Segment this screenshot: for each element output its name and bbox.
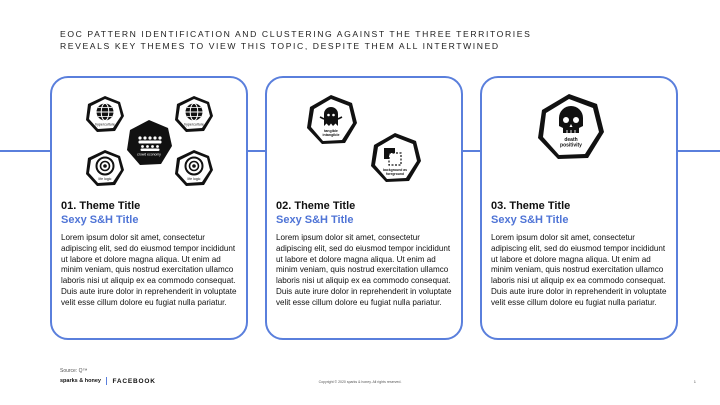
- badge-label: hyperculture: [95, 122, 115, 127]
- badge-death-positivity: [538, 94, 604, 159]
- badge-hyperculture-1: [86, 96, 124, 132]
- badge-tangible-intangible: [307, 95, 357, 144]
- theme-2-badge-cluster: [267, 88, 461, 200]
- badge-label: life logic: [187, 177, 201, 181]
- theme-1-badge-cluster: [52, 88, 246, 200]
- badge-label-line: positivity: [560, 142, 582, 149]
- theme-3-badge-cluster: [482, 88, 676, 200]
- badge-crowd-economy: [127, 120, 172, 165]
- card-subtitle: Sexy S&H Title: [491, 214, 569, 226]
- badge-label: hyperculture: [184, 122, 204, 127]
- badge-background-as-foreground: [371, 133, 421, 182]
- badge-label-line: foreground: [385, 172, 405, 176]
- card-title: 02. Theme Title: [276, 200, 356, 212]
- card-title: 03. Theme Title: [491, 200, 571, 212]
- connector-line-2-3: [462, 150, 482, 152]
- headline-line-1: EOC PATTERN IDENTIFICATION AND CLUSTERING AGAINST THE THREE TERRITORIES: [60, 29, 532, 39]
- badge-label: [323, 129, 340, 137]
- headline-line-2: REVEALS KEY THEMES TO VIEW THIS TOPIC, DESPITE THEM ALL INTERTWINED: [60, 41, 500, 51]
- badge-label: life logic: [98, 177, 112, 181]
- badge-life-logic-2: [175, 150, 213, 186]
- card-subtitle: Sexy S&H Title: [61, 214, 139, 226]
- theme-card-3: [480, 76, 678, 340]
- brand-logo: sparks & honey: [60, 378, 101, 384]
- connector-line-left: [0, 150, 52, 152]
- theme-card-1: [50, 76, 248, 340]
- partner-logo: FACEBOOK: [112, 377, 156, 385]
- card-subtitle: Sexy S&H Title: [276, 214, 354, 226]
- card-title: 01. Theme Title: [61, 200, 141, 212]
- globe-icon: [97, 104, 114, 121]
- badge-label-line: background as: [382, 168, 408, 172]
- badge-life-logic-1: [86, 150, 124, 186]
- page-headline: [60, 28, 620, 52]
- badge-label-line: death: [564, 137, 578, 143]
- card-body-text: Lorem ipsum dolor sit amet, consectetur adipiscing elit, sed do eiusmod tempor incididunt ut labore et dolore magna aliqua. Ut enim ad minim veniam, quis nostrud exercitation ullamco laboris nisi ut aliquip ex ea commodo consequat. Duis aute irure dolor in reprehenderit in voluptate velit esse cillum dolore eu fugiat nulla pariatur.: [276, 233, 452, 307]
- badge-label: [383, 168, 407, 176]
- badge-label-line: intangible: [322, 133, 340, 137]
- source-note: Source: Q™: [60, 368, 88, 374]
- connector-line-1-2: [246, 150, 266, 152]
- page-number: 1: [693, 379, 696, 384]
- card-body-text: Lorem ipsum dolor sit amet, consectetur adipiscing elit, sed do eiusmod tempor incididunt ut labore et dolore magna aliqua. Ut enim ad minim veniam, quis nostrud exercitation ullamco laboris nisi ut aliquip ex ea commodo consequat. Duis aute irure dolor in reprehenderit in voluptate velit esse cillum dolore eu fugiat nulla pariatur.: [491, 233, 667, 307]
- globe-icon: [186, 104, 203, 121]
- theme-card-2: [265, 76, 463, 340]
- connector-line-right: [676, 150, 720, 152]
- card-body-text: Lorem ipsum dolor sit amet, consectetur adipiscing elit, sed do eiusmod tempor incididunt ut labore et dolore magna aliqua. Ut enim ad minim veniam, quis nostrud exercitation ullamco laboris nisi ut aliquip ex ea commodo consequat. Duis aute irure dolor in reprehenderit in voluptate velit esse cillum dolore eu fugiat nulla pariatur.: [61, 233, 237, 307]
- badge-hyperculture-2: [175, 96, 213, 132]
- badge-label-line: tangible: [324, 129, 338, 133]
- copyright-text: Copyright © 2020 sparks & honey. All rights reserved.: [318, 380, 402, 384]
- badge-label: crowd economy: [137, 152, 161, 157]
